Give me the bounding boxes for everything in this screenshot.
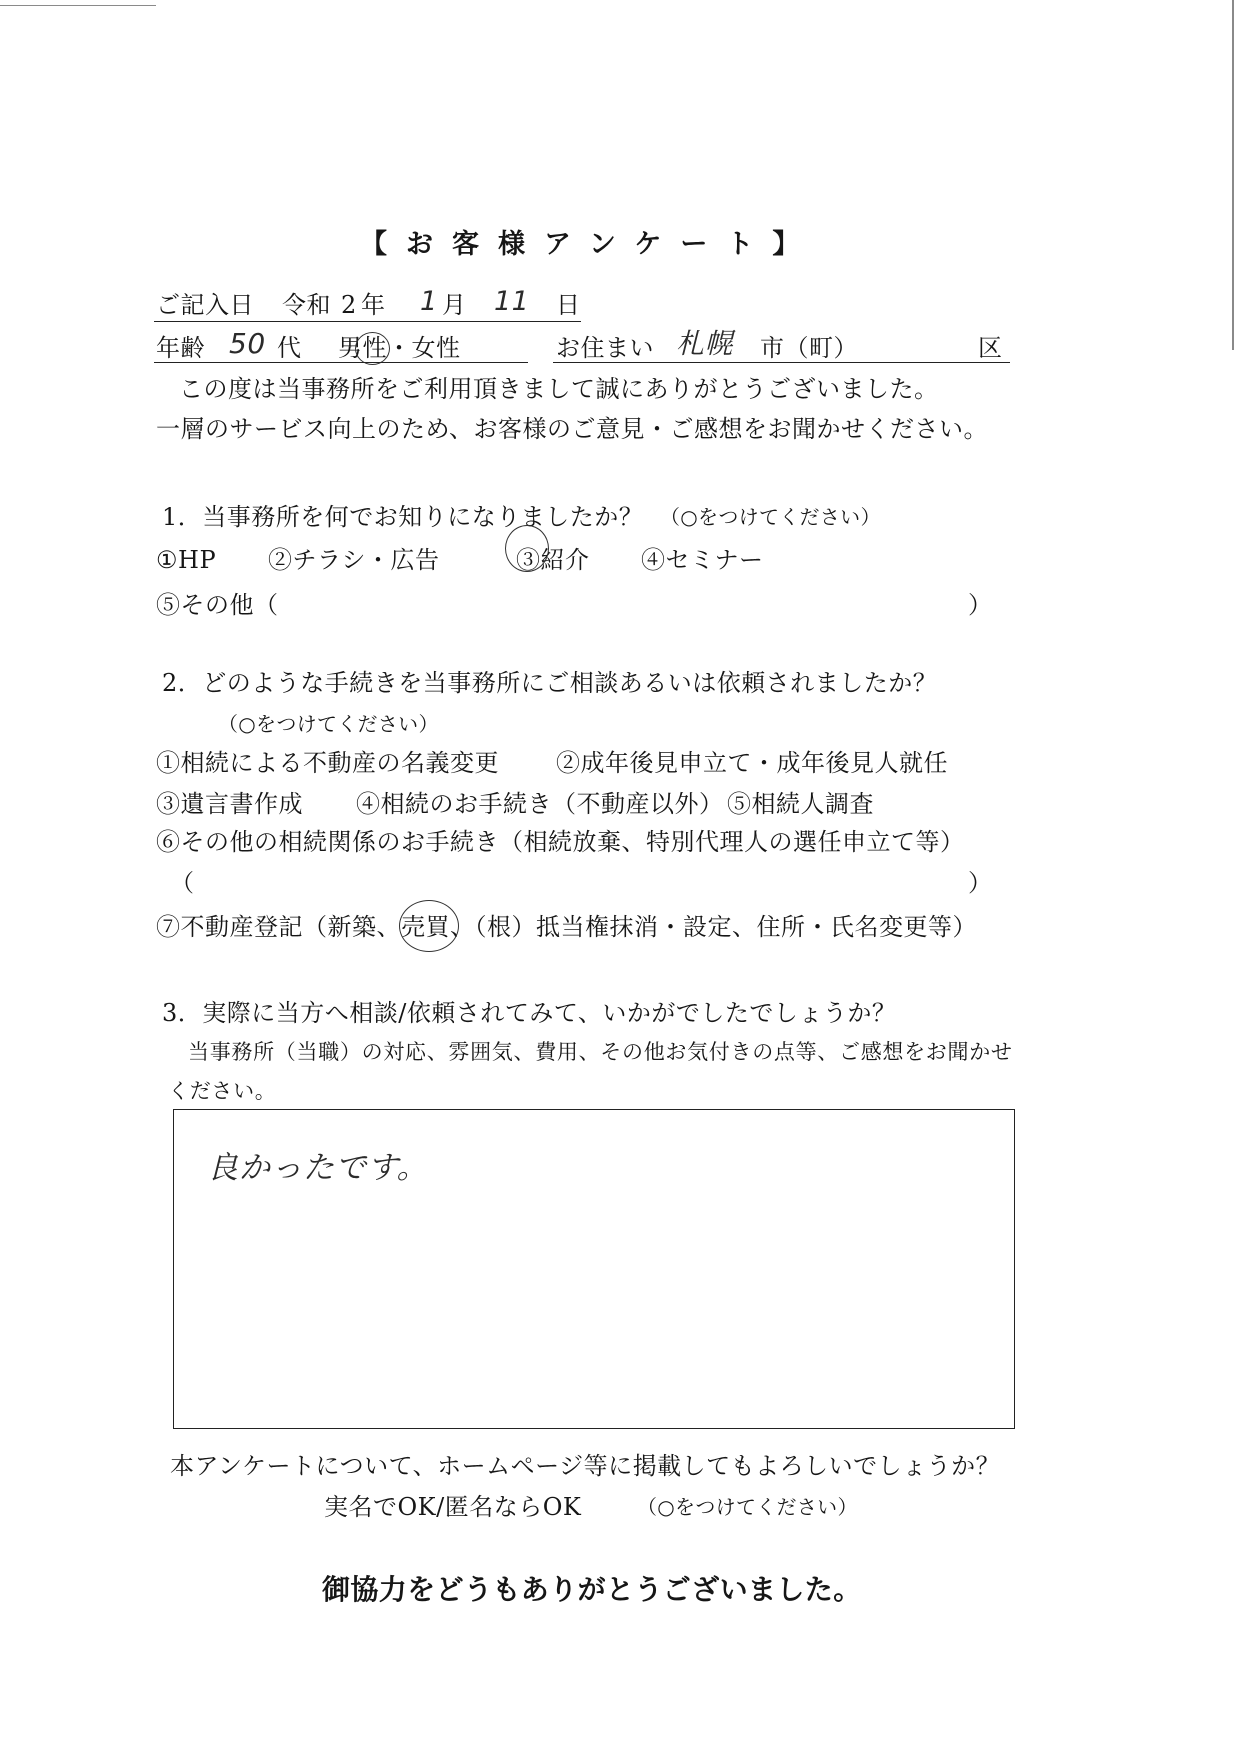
gender-options: [338, 335, 461, 361]
q2-question: 2．どのような手続きを当事務所にご相談あるいは依頼されましたか？: [162, 669, 938, 697]
gender-male: [338, 335, 387, 361]
entry-date-year-unit: 年: [361, 291, 386, 319]
q2-option-7-before: ⑦不動産登記（新築、: [156, 913, 401, 941]
q2-option-7-circled-wrap: [401, 914, 450, 940]
q1-other-open: ⑤その他（: [156, 591, 279, 619]
entry-date-underline: [154, 321, 581, 322]
residence-ward-unit: 区: [978, 334, 1003, 362]
q1-option: ③紹介: [516, 546, 590, 574]
entry-date-year: 2: [341, 291, 357, 319]
q2-option: ④相続のお手続き（不動産以外）: [356, 790, 724, 818]
q1-option: ①HP: [156, 546, 217, 574]
gender-male-label: 男性: [338, 334, 387, 362]
q2-option: ③遺言書作成: [156, 790, 303, 818]
intro-line: 一層のサービス向上のため、お客様のご意見・ご感想をお聞かせください。: [156, 415, 989, 443]
age-label: 年齢: [156, 334, 205, 362]
selection-circle: [399, 900, 459, 952]
scan-edge-top: [0, 5, 156, 6]
entry-date-era: 令和: [282, 291, 331, 319]
closing-message: 御協力をどうもありがとうございました。: [322, 1573, 862, 1606]
q2-option: ⑥その他の相続関係のお手続き（相続放棄、特別代理人の選任申立て等）: [156, 828, 965, 856]
q2-other-close: ）: [968, 869, 993, 897]
q1-option: ④セミナー: [641, 546, 764, 574]
entry-date-day: 11: [494, 286, 530, 317]
q3-question: 3．実際に当方へ相談/依頼されてみて、いかがでしたでしょうか？: [162, 999, 897, 1027]
consent-instruction: （○をつけてください）: [637, 1495, 858, 1519]
q1-question: 1．当事務所を何でお知りになりましたか？: [162, 503, 644, 531]
q1-instruction: （○をつけてください）: [660, 505, 881, 529]
q2-instruction: （○をつけてください）: [218, 712, 439, 736]
residence-label: お住まい: [556, 334, 654, 362]
consent-choices: 実名でOK/匿名ならOK: [324, 1493, 582, 1521]
entry-date-day-unit: 日: [556, 291, 581, 319]
q2-option-7-after: 、（根）抵当権抹消・設定、住所・氏名変更等）: [450, 913, 977, 941]
q1-other-close: ）: [968, 591, 993, 619]
entry-date-label: ご記入日: [156, 291, 254, 319]
q2-option: ⑤相続人調査: [727, 790, 874, 818]
age-gender-underline: [154, 362, 528, 363]
q3-detail: 当事務所（当職）の対応、雰囲気、費用、その他お気付きの点等、ご感想をお聞かせ: [188, 1040, 1013, 1064]
residence-city: 札幌: [676, 327, 734, 360]
entry-date-month: 1: [420, 286, 438, 317]
q2-option: ①相続による不動産の名義変更: [156, 749, 499, 777]
q2-other-open: （: [170, 869, 195, 897]
selection-circle: [355, 332, 390, 365]
q2-option: ②成年後見申立て・成年後見人就任: [556, 749, 948, 777]
age-unit: 代: [277, 334, 302, 362]
q3-detail: ください。: [168, 1079, 277, 1103]
age-value: 50: [229, 327, 266, 360]
q1-option-3: [516, 547, 590, 573]
entry-date-month-unit: 月: [442, 291, 467, 319]
q1-option-wrap: [516, 547, 590, 573]
residence-underline: [553, 362, 1010, 363]
survey-title: 【お客様アンケート】: [360, 229, 819, 260]
q1-option: ②チラシ・広告: [268, 546, 440, 574]
q2-option-7: [156, 914, 977, 940]
comment-answer: 良かったです。: [207, 1150, 429, 1186]
scan-edge-right: [1232, 0, 1234, 350]
consent-question: 本アンケートについて、ホームページ等に掲載してもよろしいでしょうか？: [170, 1452, 1001, 1480]
selection-circle: [505, 525, 549, 572]
residence-city-unit: 市（町）: [760, 334, 858, 362]
intro-line: この度は当事務所をご利用頂きまして誠にありがとうございました。: [179, 375, 939, 403]
gender-female: ・女性: [387, 334, 461, 362]
q2-option-7-circled-term: 売買: [401, 913, 450, 941]
